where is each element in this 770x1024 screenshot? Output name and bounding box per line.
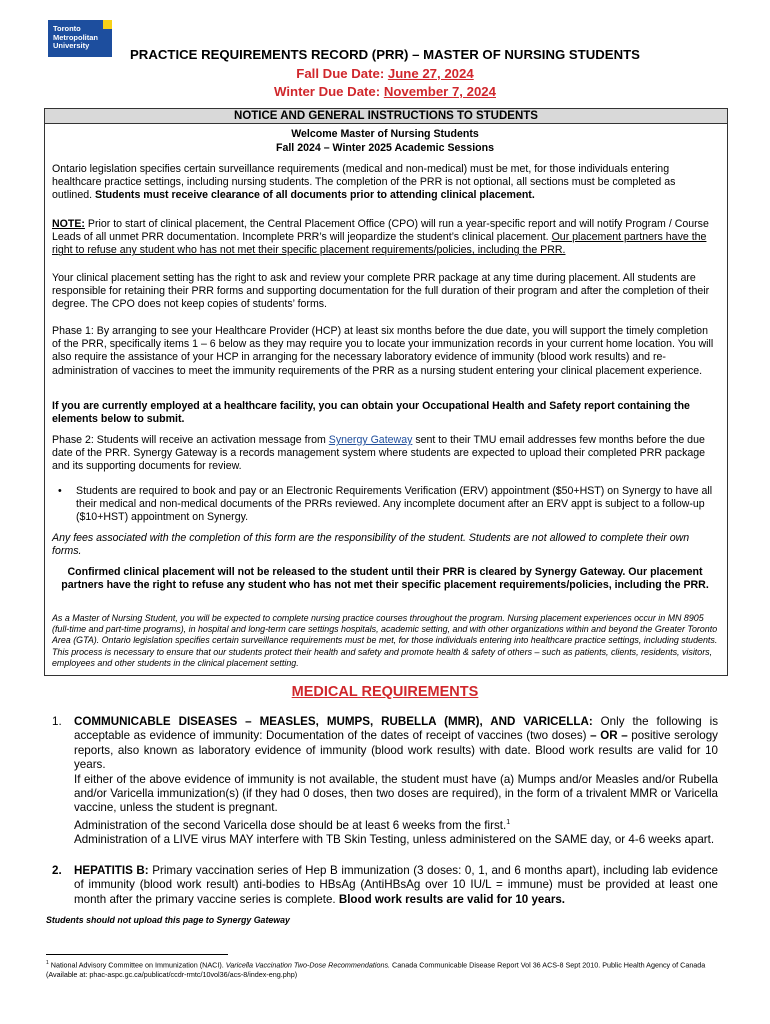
upload-note: Students should not upload this page to Synergy Gateway xyxy=(46,915,290,925)
erv-bullet: Students are required to book and pay or an Electronic Requirements Verification (ERV) appointment ($50+HST) on Synergy to have all their medical and non-medical documents of the PRRs reviewed. Any incomplete document after an ERV appt is subject to a follow-up ($10+HST) appointment on Synergy. xyxy=(76,485,713,524)
winter-due-label: Winter Due Date: xyxy=(274,84,384,99)
item-1-text-b: positive serology reports, also known as laboratory evidence of immunity (blood work results) with date. Blood work results are valid for 10 years. xyxy=(74,729,718,772)
mn-student-paragraph: As a Master of Nursing Student, you will be expected to complete nursing practice courses throughout the program. Nursing placement experiences occur in MN 8905 (full-time and part-time programs), in hospital and long-term care settings hospitals, academic setting, and with other organizations within and beyond the Greater Toronto Area (GTA). Ontario legislation specifies certain surveillance requirements must be met, for those individuals entering into healthcare practice settings, including students. This process is necessary to ensure that our students protect their health and safety and promote health & safety of others – such as patients, clients, residents, visitors, employees and other students in the clinical placement setting. xyxy=(52,613,718,668)
note-text: Prior to start of clinical placement, the Central Placement Office (CPO) will run a year-specific report and will notify Program / Course Leads of all unmet PRR documentation. Incomplete PRR’s will jeopardize the student’s clinical placement. xyxy=(52,218,709,244)
phase2-text-a: Phase 2: Students will receive an activation message from xyxy=(52,434,329,446)
notice-heading: NOTICE AND GENERAL INSTRUCTIONS TO STUDENTS xyxy=(44,108,728,124)
item-1-text-d: Administration of the second Varicella dose should be at least 6 weeks from the first. xyxy=(74,818,507,832)
session-line: Fall 2024 – Winter 2025 Academic Sessions xyxy=(276,142,494,154)
legislation-text: Ontario legislation specifies certain surveillance requirements (medical and non-medical) must be met, for those individuals entering healthcare practice settings, including nursing students. The completion of the PRR is not optional, all sections must be completed as outlined. xyxy=(52,163,676,202)
logo-line-1: Toronto xyxy=(53,24,81,33)
item-2-title: HEPATITIS B: xyxy=(74,864,149,877)
item-2-validity: Blood work results are valid for 10 years. xyxy=(335,892,565,906)
footnote-divider xyxy=(46,954,228,955)
fall-due-value: June 27, 2024 xyxy=(387,66,474,81)
review-paragraph: Your clinical placement setting has the right to ask and review your complete PRR package at any time during placement. All students are responsible for retaining their PRR forms and supporting documentation for the full duration of their program and after the completion of their degree. The CPO does not keep copies of students’ forms. xyxy=(52,272,710,311)
item-2-text: Primary vaccination series of Hep B immunization (3 doses: 0, 1, and 6 months apart), including lab evidence of immunity (blood work result) anti-bodies to HBsAg (AntiHBsAg over 10 IU/L = immune) must be provided at least one month after the primary vaccine series is complete. xyxy=(74,864,718,906)
footnote-ref: 1 xyxy=(506,818,511,826)
fees-paragraph: Any fees associated with the completion of this form are the responsibility of the student. Students are not allowed to complete their own forms. xyxy=(52,532,690,558)
legislation-paragraph xyxy=(52,163,718,203)
logo-accent xyxy=(103,20,112,29)
clearance-text: Students must receive clearance of all documents prior to attending clinical placement. xyxy=(95,189,535,202)
employed-paragraph: If you are currently employed at a healthcare facility, you can obtain your Occupational Health and Safety report containing the elements below to submit. xyxy=(52,400,690,426)
item-2-hepatitis-b xyxy=(74,864,718,907)
welcome-line: Welcome Master of Nursing Students xyxy=(291,128,479,140)
phase2-text-b: sent to their TMU email addresses few months before the due date of the PRR. Synergy Gateway is a records management system where students are expected to upload their completed PRR package and its supporting documents for review. xyxy=(52,434,706,473)
item-1-number: 1. xyxy=(52,715,62,728)
item-2-number: 2. xyxy=(52,864,62,877)
footnote-number: 1 xyxy=(46,960,49,966)
footnote xyxy=(46,958,726,980)
winter-due-date xyxy=(0,84,770,99)
fall-due-date xyxy=(0,66,770,81)
item-1-communicable-diseases xyxy=(74,715,718,848)
fall-due-label: Fall Due Date: xyxy=(296,66,388,81)
item-1-title: COMMUNICABLE DISEASES – MEASLES, MUMPS, RUBELLA (MMR), AND VARICELLA: xyxy=(74,715,593,728)
winter-due-value: November 7, 2024 xyxy=(383,84,496,99)
footnote-title: Varicella Vaccination Two-Dose Recommendations. xyxy=(225,960,391,970)
note-label: NOTE: xyxy=(52,218,85,230)
footnote-text-c: Canada Communicable Disease Report Vol 36 ACS-8 Sept 2010. Public Health Agency of Canada (Available at: phac-aspc.gc.ca/publicat/ccdr-rmtc/10vol36/acs-8/index-eng.php) xyxy=(46,960,706,980)
medical-requirements-heading: MEDICAL REQUIREMENTS xyxy=(291,684,479,700)
logo-line-3: University xyxy=(53,41,90,50)
item-1-or: – OR – xyxy=(590,729,628,743)
item-1-text-c: If either of the above evidence of immunity is not available, the student must have (a) Mumps and/or Measles and/or Rubella and/or Varicella immunization(s) (if they had 0 doses, then two doses are required), in the form of a trivalent MMR or Varicella vaccine, unless the student is pregnant. xyxy=(74,772,718,815)
note-underlined-text: Our placement partners have the right to refuse any student who has not met their specific placement requirements/policies, including the PRR. xyxy=(52,231,707,257)
phase1-paragraph: Phase 1: By arranging to see your Healthcare Provider (HCP) at least six months before the due date, you will support the timely completion of the PRR, specifically items 1 – 6 below as they may require you to locate your immunization records in your current home location. You will also require the assistance of your HCP in arranging for the necessary laboratory evidence of immunity (blood work results) and re-administration of vaccines to meet the immunity requirements of the PRR as a nursing student entering your clinical placement experience. xyxy=(52,325,714,377)
note-paragraph xyxy=(52,218,718,258)
footnote-text-a: National Advisory Committee on Immunization (NACI). xyxy=(48,960,226,970)
item-1-text-a: Only the following is acceptable as evidence of immunity: Documentation of the dates of receipt of vaccines (two doses) xyxy=(74,715,718,743)
synergy-gateway-link[interactable]: Synergy Gateway xyxy=(328,434,413,446)
phase2-paragraph xyxy=(52,434,718,474)
bullet-marker: • xyxy=(58,485,62,497)
confirmed-placement-paragraph: Confirmed clinical placement will not be released to the student until their PRR is cleared by Synergy Gateway. Our placement partners have the right to refuse any student who has not met their specific placement requirements/policies, including the PRR. xyxy=(61,566,709,592)
item-1-text-e: Administration of a LIVE virus MAY interfere with TB Skin Testing, unless administered on the SAME day, or 4-6 weeks apart. xyxy=(74,833,715,847)
logo-line-2: Metropolitan xyxy=(53,32,98,42)
document-title: PRACTICE REQUIREMENTS RECORD (PRR) – MASTER OF NURSING STUDENTS xyxy=(130,47,640,62)
